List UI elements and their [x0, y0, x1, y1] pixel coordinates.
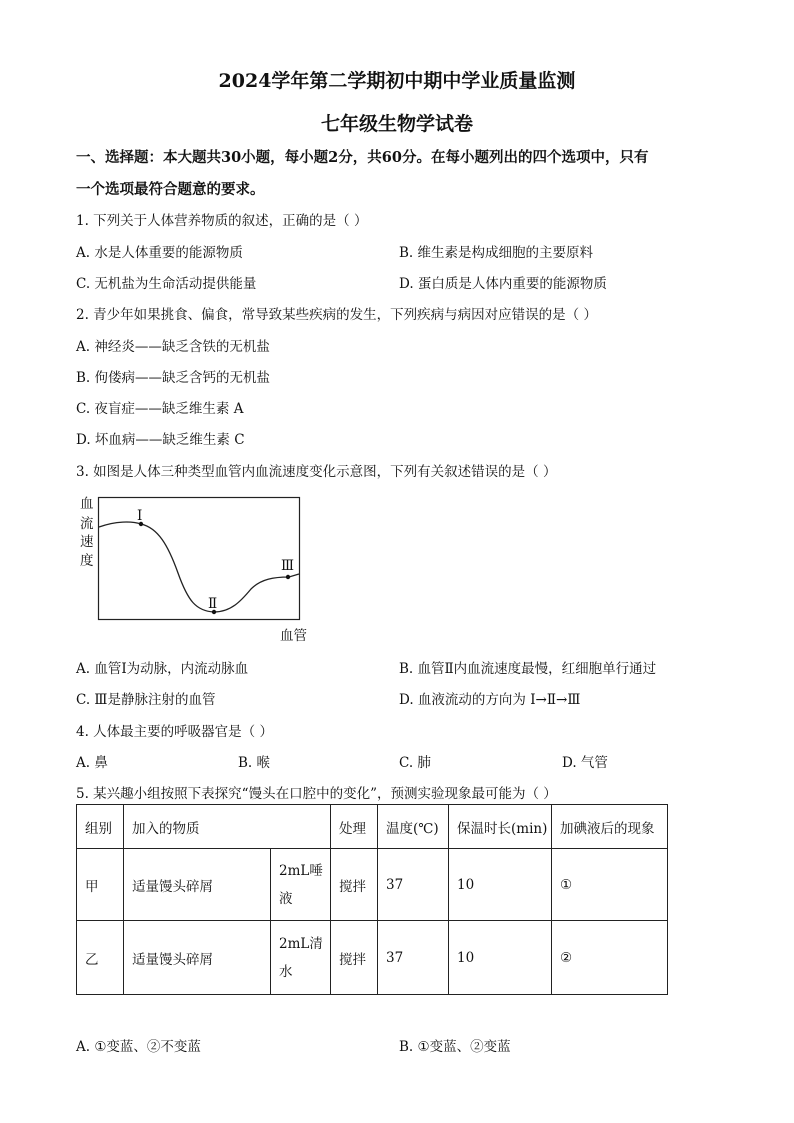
graph-point-2-label: Ⅱ — [208, 596, 218, 612]
table-header-cell: 处理 — [331, 805, 378, 849]
q2-option-a: A. 神经炎——缺乏含铁的无机盐 — [76, 339, 270, 355]
table-cell-treat: 搅拌 — [331, 849, 378, 921]
q4-stem: 4. 人体最主要的呼吸器官是（ ） — [76, 724, 273, 740]
liquid-line-2: 水 — [279, 963, 293, 980]
q3-stem: 3. 如图是人体三种类型血管内血流速度变化示意图，下列有关叙述错误的是（ ） — [76, 464, 557, 480]
table-header-cell: 温度(℃) — [378, 805, 449, 849]
table-cell-result: ② — [552, 921, 668, 995]
graph-ylabel-char-2: 流 — [80, 516, 94, 532]
table-header-cell: 保温时长(min) — [449, 805, 552, 849]
q3-option-a: A. 血管Ⅰ为动脉，内流动脉血 — [76, 661, 249, 677]
section-heading-line2: 一个选项最符合题意的要求。 — [76, 181, 265, 198]
graph-point-1-label: Ⅰ — [137, 508, 143, 524]
graph-ylabel-char-1: 血 — [80, 496, 94, 512]
q2-option-b: B. 佝偻病——缺乏含钙的无机盐 — [76, 370, 271, 386]
section-heading-line1: 一、选择题：本大题共30小题，每小题2分，共60分。在每小题列出的四个选项中，只有 — [76, 149, 649, 166]
table-row — [77, 921, 668, 995]
q1-option-d: D. 蛋白质是人体内重要的能源物质 — [399, 276, 607, 292]
graph-xlabel: 血管 — [280, 628, 307, 644]
graph-point-3-label: Ⅲ — [281, 558, 295, 574]
q2-stem: 2. 青少年如果挑食、偏食，常导致某些疾病的发生，下列疾病与病因对应错误的是（ ） — [76, 307, 597, 323]
q2-option-d: D. 坏血病——缺乏维生素 C — [76, 432, 245, 448]
q5-option-b: B. ①变蓝、②变蓝 — [399, 1039, 511, 1055]
liquid-line-1: 2mL清 — [279, 935, 323, 952]
table-header-cell: 加碘液后的现象 — [552, 805, 668, 849]
q3-option-b: B. 血管Ⅱ内血流速度最慢，红细胞单行通过 — [399, 661, 657, 677]
table-cell-time: 10 — [449, 921, 552, 995]
table-cell-group: 甲 — [77, 849, 124, 921]
liquid-line-1: 2mL唾 — [279, 862, 323, 879]
table-cell-time: 10 — [449, 849, 552, 921]
table-header-cell: 加入的物质 — [124, 805, 331, 849]
graph-frame — [99, 498, 300, 620]
blood-flow-graph — [96, 495, 304, 623]
q5-option-a: A. ①变蓝、②不变蓝 — [76, 1039, 201, 1055]
q1-option-b: B. 维生素是构成细胞的主要原料 — [399, 245, 594, 261]
q4-option-d: D. 气管 — [562, 755, 608, 771]
graph-ylabel-char-4: 度 — [80, 553, 94, 569]
q1-option-a: A. 水是人体重要的能源物质 — [76, 245, 243, 261]
table-cell-temp: 37 — [378, 921, 449, 995]
table-header-cell: 组别 — [77, 805, 124, 849]
experiment-table — [76, 804, 668, 995]
q1-option-c: C. 无机盐为生命活动提供能量 — [76, 276, 257, 292]
table-cell-temp: 37 — [378, 849, 449, 921]
q1-stem: 1. 下列关于人体营养物质的叙述，正确的是（ ） — [76, 213, 368, 229]
q3-option-c: C. Ⅲ是静脉注射的血管 — [76, 692, 216, 708]
table-cell-group: 乙 — [77, 921, 124, 995]
table-cell-liquid — [271, 921, 331, 995]
q4-option-b: B. 喉 — [238, 755, 271, 771]
table-cell-substance: 适量馒头碎屑 — [124, 849, 271, 921]
table-cell-treat: 搅拌 — [331, 921, 378, 995]
graph-ylabel-char-3: 速 — [80, 534, 94, 550]
q2-option-c: C. 夜盲症——缺乏维生素 A — [76, 401, 244, 417]
q4-option-a: A. 鼻 — [76, 755, 108, 771]
graph-point-3 — [286, 575, 290, 579]
table-cell-liquid — [271, 849, 331, 921]
table-header-row — [77, 805, 668, 849]
table-cell-result: ① — [552, 849, 668, 921]
graph-curve — [99, 522, 299, 612]
q3-option-d: D. 血液流动的方向为 Ⅰ→Ⅱ→Ⅲ — [399, 692, 581, 708]
q5-stem: 5. 某兴趣小组按照下表探究“馒头在口腔中的变化”，预测实验现象最可能为（ ） — [76, 786, 557, 802]
exam-subtitle: 七年级生物学试卷 — [320, 113, 473, 135]
table-cell-substance: 适量馒头碎屑 — [124, 921, 271, 995]
exam-title: 2024学年第二学期初中期中学业质量监测 — [218, 70, 576, 92]
table-row — [77, 849, 668, 921]
q4-option-c: C. 肺 — [399, 755, 431, 771]
liquid-line-2: 液 — [279, 890, 293, 907]
